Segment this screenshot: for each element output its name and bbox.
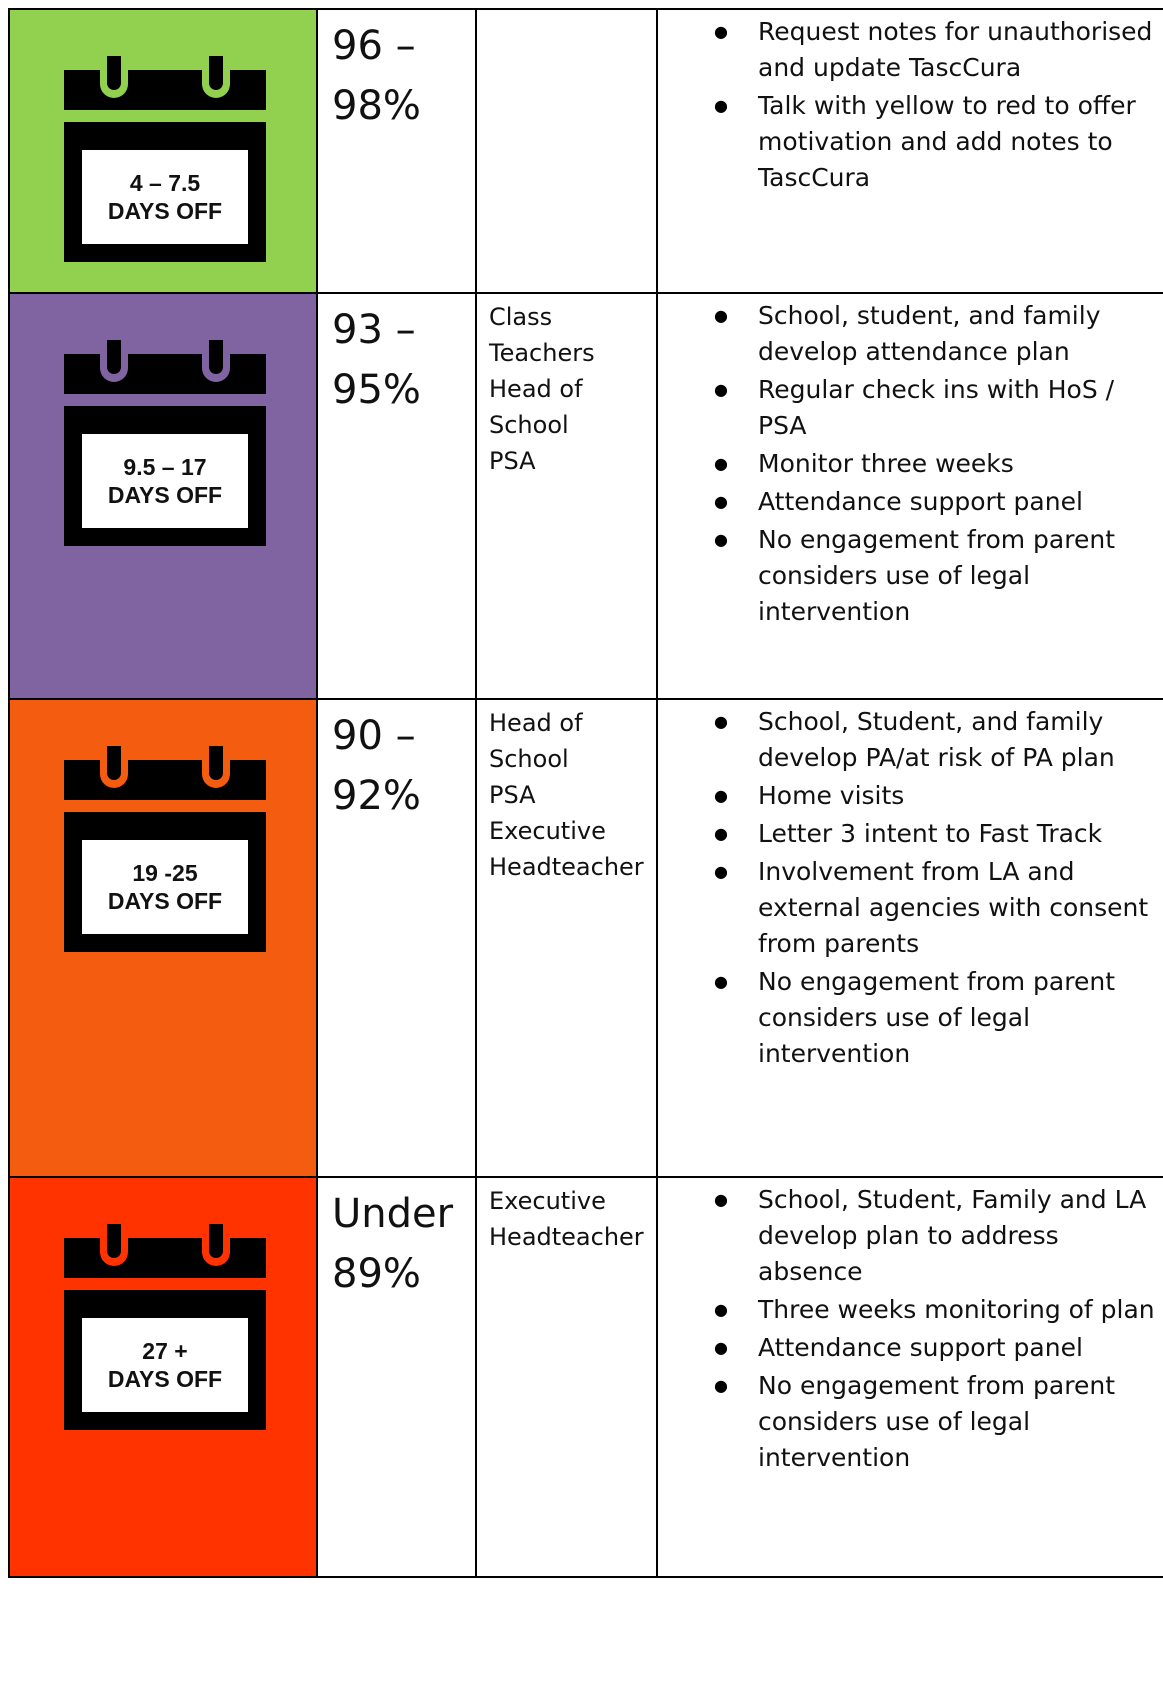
days-off-label [82,434,248,528]
tier-color-cell [9,9,317,293]
actions-list [658,1182,1157,1476]
tier-color-cell [9,293,317,699]
actions-cell [657,1177,1163,1577]
tier-row [9,699,1163,1177]
days-range-text: 19 -25 [132,860,198,886]
actions-cell [657,293,1163,699]
responsible-staff-cell [476,293,657,699]
attendance-percent-text: 89% [332,1251,421,1297]
action-item: ● Attendance support panel [658,484,1157,520]
days-off-text: DAYS OFF [107,198,223,224]
days-off-text: DAYS OFF [107,888,223,914]
calendar-icon [64,340,266,546]
attendance-percent-text: 90 – [332,713,416,759]
responsible-staff-cell [476,1177,657,1577]
action-item: ● No engagement from parent considers use of legal intervention [658,522,1157,630]
calendar-icon [64,746,266,952]
days-range-text: 27 + [142,1338,188,1364]
staff-line: Headteacher [489,1223,644,1251]
attendance-percent-text: 95% [332,367,421,413]
staff-line: Class [489,303,553,331]
action-item: ● Involvement from LA and external agencies with consent from parents [658,854,1157,962]
days-off-label [82,840,248,934]
days-off-text: DAYS OFF [107,1366,223,1392]
action-item: ● School, student, and family develop attendance plan [658,298,1157,370]
actions-cell [657,699,1163,1177]
action-item: ● Home visits [658,778,1157,814]
calendar-icon [64,1224,266,1430]
attendance-table [8,8,1163,1578]
tier-row [9,1177,1163,1577]
staff-line: Headteacher [489,853,644,881]
tier-color-cell [9,699,317,1177]
action-item: ● Talk with yellow to red to offer motivation and add notes to TascCura [658,88,1157,196]
attendance-percent-cell [317,9,476,293]
action-item: ● Regular check ins with HoS / PSA [658,372,1157,444]
days-off-text: DAYS OFF [107,482,223,508]
responsible-staff-cell [476,9,657,293]
days-range-text: 4 – 7.5 [129,170,201,196]
staff-line: School [489,745,569,773]
staff-line: Executive [489,817,606,845]
action-item: ● Letter 3 intent to Fast Track [658,816,1157,852]
tier-row [9,9,1163,293]
staff-line: Teachers [489,339,595,367]
attendance-percent-text: 96 – [332,23,416,69]
action-item: ● Monitor three weeks [658,446,1157,482]
actions-list [658,298,1157,630]
action-item: ● No engagement from parent considers use of legal intervention [658,1368,1157,1476]
action-item: ● Request notes for unauthorised and update TascCura [658,14,1157,86]
actions-list [658,14,1157,196]
staff-line: PSA [489,781,536,809]
action-item: ● No engagement from parent considers use of legal intervention [658,964,1157,1072]
days-off-label [82,150,248,244]
days-off-label [82,1318,248,1412]
attendance-percent-cell [317,699,476,1177]
attendance-percent-text: 92% [332,773,421,819]
action-item: ● Three weeks monitoring of plan [658,1292,1157,1328]
tier-row [9,293,1163,699]
staff-line: Head of [489,709,583,737]
staff-line: PSA [489,447,536,475]
tier-color-cell [9,1177,317,1577]
staff-line: Head of [489,375,583,403]
action-item: ● Attendance support panel [658,1330,1157,1366]
actions-cell [657,9,1163,293]
actions-list [658,704,1157,1072]
attendance-percent-text: 93 – [332,307,416,353]
days-range-text: 9.5 – 17 [123,454,207,480]
attendance-percent-text: Under [332,1191,454,1237]
staff-line: Executive [489,1187,606,1215]
calendar-icon [64,56,266,262]
staff-line: School [489,411,569,439]
action-item: ● School, Student, Family and LA develop plan to address absence [658,1182,1157,1290]
attendance-percent-text: 98% [332,83,421,129]
responsible-staff-cell [476,699,657,1177]
attendance-percent-cell [317,1177,476,1577]
attendance-percent-cell [317,293,476,699]
action-item: ● School, Student, and family develop PA/at risk of PA plan [658,704,1157,776]
